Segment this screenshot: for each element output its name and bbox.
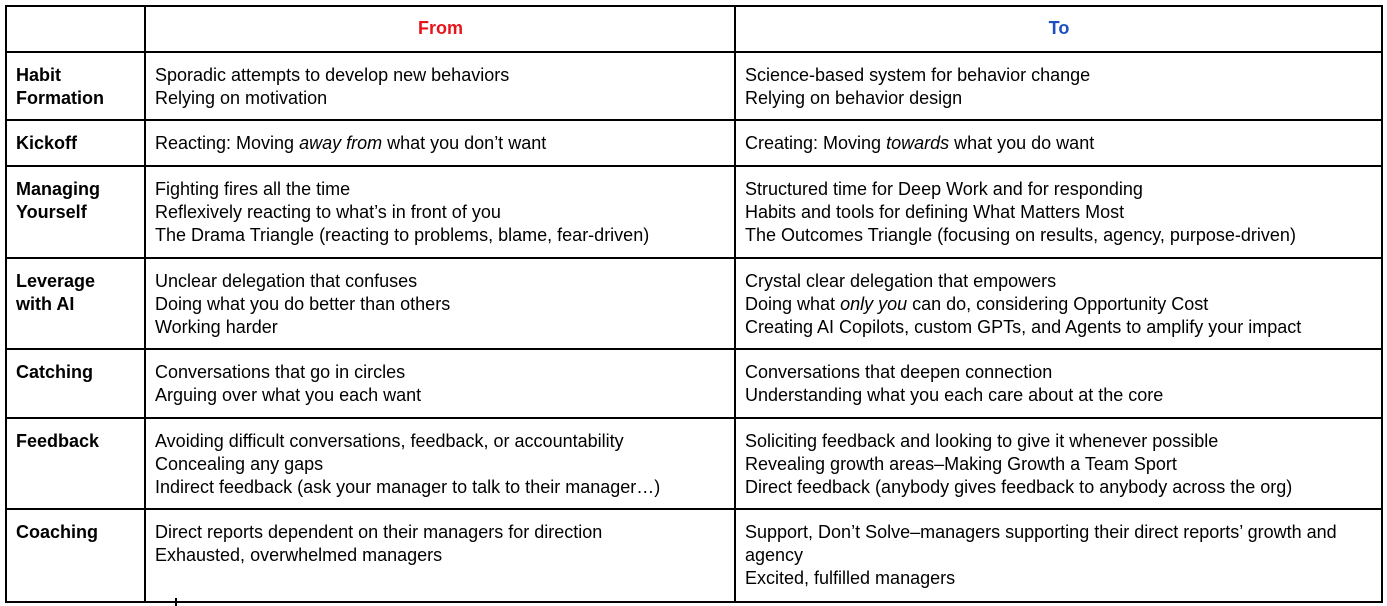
- from-line: [155, 316, 726, 339]
- from-line: [155, 476, 726, 499]
- table-row: [6, 258, 1382, 349]
- line-text: Arguing over what you each want: [155, 385, 422, 405]
- line-text: Excited, fulfilled managers: [745, 568, 956, 588]
- from-line: [155, 544, 726, 567]
- row-to-cell: [735, 120, 1382, 166]
- from-line: [155, 64, 726, 87]
- from-line: [155, 384, 726, 407]
- line-text: Reacting: Moving: [155, 133, 300, 153]
- line-emphasis: away from: [299, 133, 383, 153]
- line-text: Understanding what you each care about at the core: [745, 385, 1164, 405]
- from-line: [155, 178, 726, 201]
- line-text: Creating: Moving: [745, 133, 887, 153]
- row-to-cell: [735, 52, 1382, 120]
- to-line: [745, 270, 1373, 293]
- line-text: Fighting fires all the time: [155, 179, 351, 199]
- line-text-after: what you don’t want: [382, 133, 547, 153]
- to-line: [745, 316, 1373, 339]
- header-row: [6, 6, 1382, 52]
- header-from: From: [145, 6, 735, 52]
- line-text: Conversations that go in circles: [155, 362, 406, 382]
- line-text: Relying on behavior design: [745, 88, 963, 108]
- from-line: [155, 453, 726, 476]
- to-line: [745, 361, 1373, 384]
- from-line: [155, 132, 726, 155]
- from-line: [155, 201, 726, 224]
- to-line: [745, 453, 1373, 476]
- row-to-cell: [735, 166, 1382, 258]
- from-line: [155, 87, 726, 110]
- line-text: Structured time for Deep Work and for responding: [745, 179, 1143, 199]
- header-topic-cell: [6, 6, 145, 52]
- row-from-cell: [145, 120, 735, 166]
- row-from-cell: [145, 509, 735, 602]
- line-text: Reflexively reacting to what’s in front of you: [155, 202, 501, 222]
- line-emphasis: towards: [886, 133, 950, 153]
- row-to-cell: [735, 258, 1382, 349]
- line-text: Soliciting feedback and looking to give it whenever possible: [745, 431, 1219, 451]
- line-text: Conversations that deepen connection: [745, 362, 1053, 382]
- line-text: Working harder: [155, 317, 278, 337]
- row-topic: [6, 120, 145, 166]
- table-row: [6, 120, 1382, 166]
- row-topic: [6, 349, 145, 418]
- from-to-table: [5, 5, 1383, 603]
- line-text: Avoiding difficult conversations, feedback, or accountability: [155, 431, 624, 451]
- to-line: [745, 430, 1373, 453]
- line-text: Sporadic attempts to develop new behaviors: [155, 65, 510, 85]
- line-text: Doing what: [745, 294, 841, 314]
- from-line: [155, 293, 726, 316]
- line-text: Unclear delegation that confuses: [155, 271, 418, 291]
- line-text: Revealing growth areas–Making Growth a Team Sport: [745, 454, 1177, 474]
- line-text: Exhausted, overwhelmed managers: [155, 545, 443, 565]
- row-topic: [6, 52, 145, 120]
- to-line: [745, 476, 1373, 499]
- topic-line: Yourself: [16, 202, 87, 222]
- topic-line: Catching: [16, 362, 94, 382]
- row-from-cell: [145, 258, 735, 349]
- table-row: [6, 166, 1382, 258]
- row-to-cell: [735, 418, 1382, 509]
- to-line: [745, 201, 1373, 224]
- line-text: The Outcomes Triangle (focusing on results, agency, purpose-driven): [745, 225, 1296, 245]
- to-line: [745, 132, 1373, 155]
- topic-line: Feedback: [16, 431, 100, 451]
- from-line: [155, 521, 726, 544]
- from-line: [155, 361, 726, 384]
- table-row: [6, 52, 1382, 120]
- to-line: [745, 521, 1373, 567]
- row-from-cell: [145, 52, 735, 120]
- line-text: Relying on motivation: [155, 88, 328, 108]
- from-line: [155, 430, 726, 453]
- line-emphasis: only you: [840, 294, 908, 314]
- row-topic: [6, 418, 145, 509]
- topic-line: Coaching: [16, 522, 99, 542]
- row-from-cell: [145, 418, 735, 509]
- table-row: [6, 349, 1382, 418]
- topic-line: Formation: [16, 88, 104, 108]
- to-line: [745, 567, 1373, 590]
- row-from-cell: [145, 166, 735, 258]
- row-topic: [6, 258, 145, 349]
- to-line: [745, 64, 1373, 87]
- row-topic: [6, 509, 145, 602]
- line-text: Science-based system for behavior change: [745, 65, 1091, 85]
- to-line: [745, 384, 1373, 407]
- row-from-cell: [145, 349, 735, 418]
- to-line: [745, 293, 1373, 316]
- table-body: [6, 52, 1382, 602]
- topic-line: Leverage: [16, 271, 96, 291]
- topic-line: Habit: [16, 65, 61, 85]
- table-row: [6, 418, 1382, 509]
- from-line: [155, 224, 726, 247]
- text-cursor-mark: [175, 598, 177, 606]
- to-line: [745, 87, 1373, 110]
- line-text: Direct feedback (anybody gives feedback to anybody across the org): [745, 477, 1293, 497]
- line-text: Habits and tools for defining What Matters Most: [745, 202, 1125, 222]
- to-line: [745, 224, 1373, 247]
- to-line: [745, 178, 1373, 201]
- line-text: Support, Don’t Solve–managers supporting their direct reports’ growth and agency: [745, 522, 1337, 565]
- line-text-after: what you do want: [949, 133, 1095, 153]
- topic-line: Managing: [16, 179, 100, 199]
- line-text: Indirect feedback (ask your manager to talk to their manager…): [155, 477, 661, 497]
- line-text: Doing what you do better than others: [155, 294, 451, 314]
- line-text: The Drama Triangle (reacting to problems, blame, fear-driven): [155, 225, 650, 245]
- topic-line: Kickoff: [16, 133, 78, 153]
- row-topic: [6, 166, 145, 258]
- row-to-cell: [735, 509, 1382, 602]
- row-to-cell: [735, 349, 1382, 418]
- topic-line: with AI: [16, 294, 75, 314]
- table-row: [6, 509, 1382, 602]
- line-text: Crystal clear delegation that empowers: [745, 271, 1057, 291]
- from-line: [155, 270, 726, 293]
- line-text: Concealing any gaps: [155, 454, 324, 474]
- line-text: Direct reports dependent on their managers for direction: [155, 522, 603, 542]
- header-to: To: [735, 6, 1382, 52]
- line-text-after: can do, considering Opportunity Cost: [907, 294, 1209, 314]
- line-text: Creating AI Copilots, custom GPTs, and Agents to amplify your impact: [745, 317, 1302, 337]
